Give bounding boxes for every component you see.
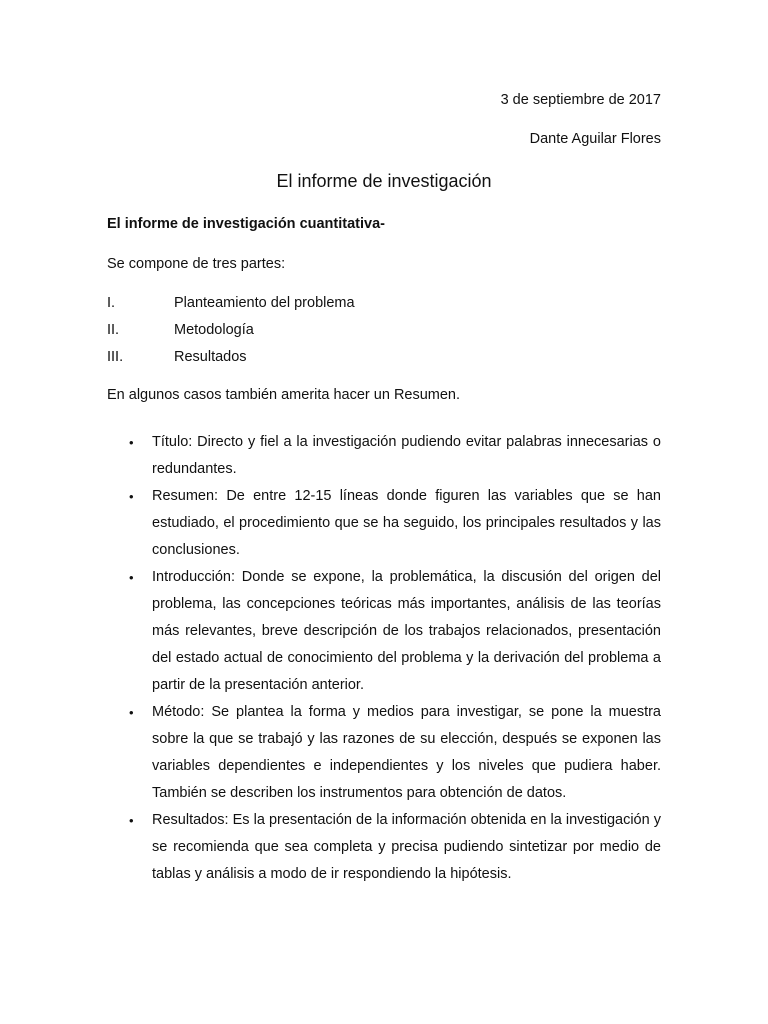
note-paragraph: En algunos casos también amerita hacer un Resumen. <box>107 387 461 403</box>
bullet-icon: • <box>129 570 134 585</box>
bullet-text: Resumen: De entre 12-15 líneas donde figuren las variables que se han estudiado, el procedimiento que se ha seguido, los principales resultados y las conclusiones. <box>152 488 661 558</box>
bullet-item <box>107 483 661 564</box>
author-name: Dante Aguilar Flores <box>529 131 661 147</box>
bullet-item <box>107 564 661 699</box>
bullet-icon: • <box>129 435 134 450</box>
bullet-item <box>107 807 661 888</box>
section-heading: El informe de investigación cuantitativa- <box>107 216 385 232</box>
intro-paragraph: Se compone de tres partes: <box>107 256 286 272</box>
list-item-number: I. <box>107 295 116 311</box>
bullet-item <box>107 699 661 807</box>
list-item-label: Metodología <box>174 322 254 338</box>
list-item-label: Resultados <box>174 349 247 365</box>
list-item-number: II. <box>107 322 120 338</box>
bullet-text: Título: Directo y fiel a la investigación pudiendo evitar palabras innecesarias o redundantes. <box>152 434 661 477</box>
parts-list <box>107 294 355 375</box>
bullet-icon: • <box>129 705 134 720</box>
bullet-icon: • <box>129 813 134 828</box>
bullet-item <box>107 429 661 483</box>
sections-bullet-list <box>107 429 661 888</box>
bullet-text: Método: Se plantea la forma y medios para investigar, se pone la muestra sobre la que se trabajó y las razones de su elección, después se exponen las variables dependientes e independientes y los niveles que pudiera haber. También se describen los instrumentos para obtención de datos. <box>152 704 661 801</box>
list-item <box>107 348 355 375</box>
bullet-icon: • <box>129 489 134 504</box>
document-title: El informe de investigación <box>276 171 492 191</box>
bullet-text: Resultados: Es la presentación de la información obtenida en la investigación y se recomienda que sea completa y precisa pudiendo sintetizar por medio de tablas y análisis a modo de ir respondiendo la hipótesis. <box>152 812 661 882</box>
bullet-text: Introducción: Donde se expone, la problemática, la discusión del origen del problema, las concepciones teóricas más importantes, análisis de las teorías más relevantes, breve descripción de los trabajos relacionados, presentación del estado actual de conocimiento del problema y la derivación del problema a partir de la presentación anterior. <box>152 569 661 693</box>
list-item <box>107 294 355 321</box>
list-item <box>107 321 355 348</box>
list-item-number: III. <box>107 349 124 365</box>
document-date: 3 de septiembre de 2017 <box>500 92 661 108</box>
list-item-label: Planteamiento del problema <box>174 295 355 311</box>
